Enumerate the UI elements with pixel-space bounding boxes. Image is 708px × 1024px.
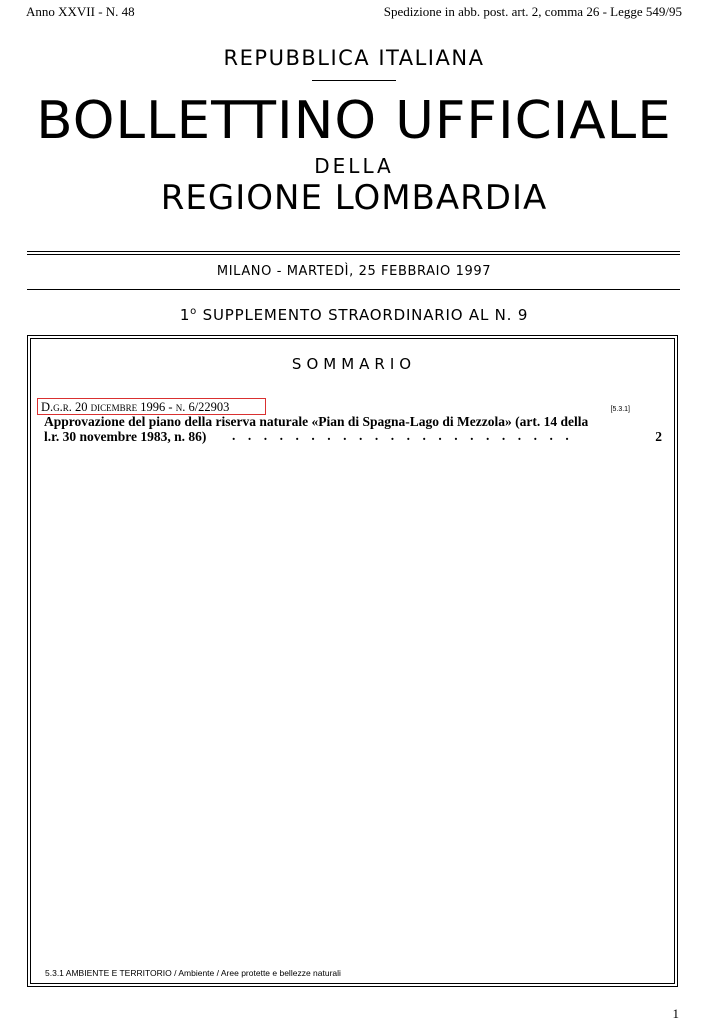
issue-date: MILANO - MARTEDÌ, 25 FEBBRAIO 1997 [216, 264, 492, 279]
double-rule-bottom [27, 254, 680, 255]
republic-underline [312, 80, 396, 81]
entry-reference-link[interactable] [41, 400, 229, 415]
entry-ref-prefix: D [41, 400, 51, 414]
header-postal-note: Spedizione in abb. post. art. 2, comma 26 - Legge 549/95 [383, 4, 682, 19]
entry-title-line2[interactable]: l.r. 30 novembre 1983, n. 86) [44, 429, 207, 444]
supplement-ordinal: o [190, 306, 198, 317]
single-rule [27, 289, 680, 290]
entry-category-code: [5.3.1] [610, 406, 630, 413]
entry-page-number[interactable]: 2 [655, 429, 662, 444]
della-heading: DELLA [314, 154, 394, 178]
entry-leader-dots: ...................... [232, 428, 582, 443]
summary-heading: SOMMARIO [291, 355, 417, 373]
supplement-heading [0, 306, 708, 324]
double-rule-top [27, 251, 680, 252]
republic-heading: REPUBBLICA ITALIANA [223, 46, 485, 70]
supplement-text: SUPPLEMENTO STRAORDINARIO AL N. 9 [202, 306, 529, 324]
entry-title-line1[interactable]: Approvazione del piano della riserva naturale «Pian di Spagna-Lago di Mezzola» (art. 14 della [44, 414, 589, 429]
region-heading: REGIONE LOMBARDIA [160, 178, 548, 218]
category-footer: 5.3.1 AMBIENTE E TERRITORIO / Ambiente / Aree protette e bellezze naturali [45, 968, 341, 978]
bulletin-title: BOLLETTINO UFFICIALE [36, 91, 672, 151]
supplement-number: 1 [179, 306, 191, 324]
page-number: 1 [672, 1006, 679, 1021]
entry-ref-text: .g.r. 20 dicembre 1996 - n. 6/22903 [50, 400, 230, 414]
header-issue-number: Anno XXVII - N. 48 [26, 4, 135, 19]
